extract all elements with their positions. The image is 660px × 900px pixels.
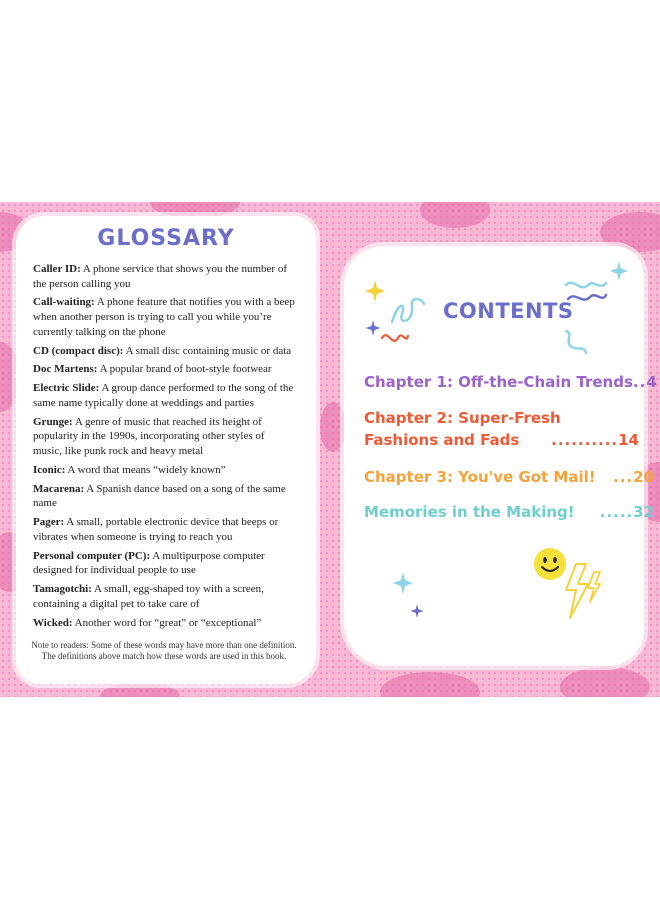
glossary-entry <box>33 549 295 578</box>
glossary-definition: A phone feature that notifies you with a beep when another person is trying to call you while you’re currently talking on the phone <box>33 296 295 338</box>
toc-leader-dots: .. <box>632 373 647 391</box>
toc-leader-dots: ... <box>613 468 634 486</box>
sparkle-icon <box>410 604 424 618</box>
toc-leader-dots: ..... <box>599 503 634 521</box>
glossary-title: GLOSSARY <box>97 226 235 251</box>
pink-blob <box>320 402 346 452</box>
glossary-term: Wicked: <box>33 616 73 629</box>
glossary-term: Call-waiting: <box>33 296 95 309</box>
toc-chapter-title: Chapter 1: Off-the-Chain Trends <box>364 373 633 391</box>
glossary-definition: A small, egg-shaped toy with a screen, containing a digital pet to take care of <box>33 583 264 610</box>
toc-leader-dots: .......... <box>551 431 619 449</box>
squiggle-icon <box>560 327 590 357</box>
sparkle-icon <box>610 260 628 282</box>
glossary-definition: A word that means “widely known” <box>65 463 226 476</box>
lightning-bolt-icon <box>560 562 604 622</box>
glossary-entry <box>33 362 295 377</box>
toc-page-number: 14 <box>618 431 639 449</box>
glossary-entry <box>33 482 295 511</box>
glossary-definition: A Spanish dance based on a song of the same name <box>33 482 286 510</box>
toc-chapter-title: Memories in the Making! <box>364 503 575 521</box>
glossary-definition: A genre of music that reached its height of popularity in the 1990s, incorporating other styles of music, like punk rock and heavy metal <box>33 415 265 458</box>
toc-page-number: 32 <box>633 503 654 521</box>
sparkle-icon <box>365 280 385 302</box>
glossary-term: Macarena: <box>33 482 85 495</box>
toc-chapter-title-line-2: Fashions and Fads <box>364 431 520 449</box>
toc-entry-chapter-1[interactable] <box>364 371 657 393</box>
glossary-definition: A multipurpose computer designed for individual people to use <box>33 549 265 577</box>
toc-page-number: 4 <box>646 373 657 391</box>
squiggle-icon <box>564 277 608 307</box>
pink-blob <box>100 682 180 697</box>
toc-entry-memories[interactable] <box>364 501 654 523</box>
pink-blob <box>380 672 480 697</box>
glossary-entry <box>33 415 295 459</box>
glossary-definition: Another word for “great” or “exceptional” <box>72 616 262 629</box>
glossary-entries <box>33 262 295 635</box>
glossary-term: Iconic: <box>33 463 66 476</box>
pink-blob <box>560 667 650 697</box>
glossary-definition: A small, portable electronic device that beeps or vibrates when someone is trying to reach you <box>33 516 279 543</box>
squiggle-icon <box>380 326 410 350</box>
toc-entry-chapter-3[interactable] <box>364 466 654 488</box>
toc-chapter-title: Chapter 3: You've Got Mail! <box>364 468 596 486</box>
glossary-entry <box>33 616 295 631</box>
toc-chapter-title: Chapter 2: Super-Fresh <box>364 409 561 427</box>
toc-page-number: 20 <box>633 468 654 486</box>
glossary-entry <box>33 582 295 611</box>
glossary-term: Caller ID: <box>33 263 81 275</box>
glossary-definition: A small disc containing music or data <box>123 344 292 357</box>
sparkle-icon <box>392 572 414 594</box>
glossary-term: Personal computer (PC): <box>33 549 151 562</box>
glossary-entry <box>33 381 295 410</box>
book-spread <box>0 202 660 697</box>
pink-blob <box>420 202 490 228</box>
note-to-readers: Note to readers: Some of these words may have more than one definition. The definitions above match how these words are used in this book. <box>31 640 297 661</box>
glossary-entry <box>33 515 295 544</box>
toc-entry-chapter-2[interactable] <box>364 407 639 451</box>
glossary-entry <box>33 295 295 339</box>
glossary-entry <box>33 344 295 359</box>
glossary-definition: A group dance performed to the song of the same name typically done at weddings and parties <box>33 382 294 409</box>
glossary-entry <box>33 262 295 291</box>
sparkle-icon <box>365 320 381 336</box>
glossary-term: Grunge: <box>33 415 73 428</box>
glossary-term: Electric Slide: <box>33 382 100 395</box>
glossary-term: Pager: <box>33 516 65 529</box>
glossary-entry <box>33 463 295 478</box>
glossary-term: Tamagotchi: <box>33 583 92 596</box>
glossary-term: CD (compact disc): <box>33 344 124 357</box>
glossary-definition: A phone service that shows you the number of the person calling you <box>33 263 287 290</box>
glossary-definition: A popular brand of boot-style footwear <box>97 363 272 376</box>
contents-title: CONTENTS <box>443 299 574 323</box>
glossary-term: Doc Martens: <box>33 363 98 376</box>
